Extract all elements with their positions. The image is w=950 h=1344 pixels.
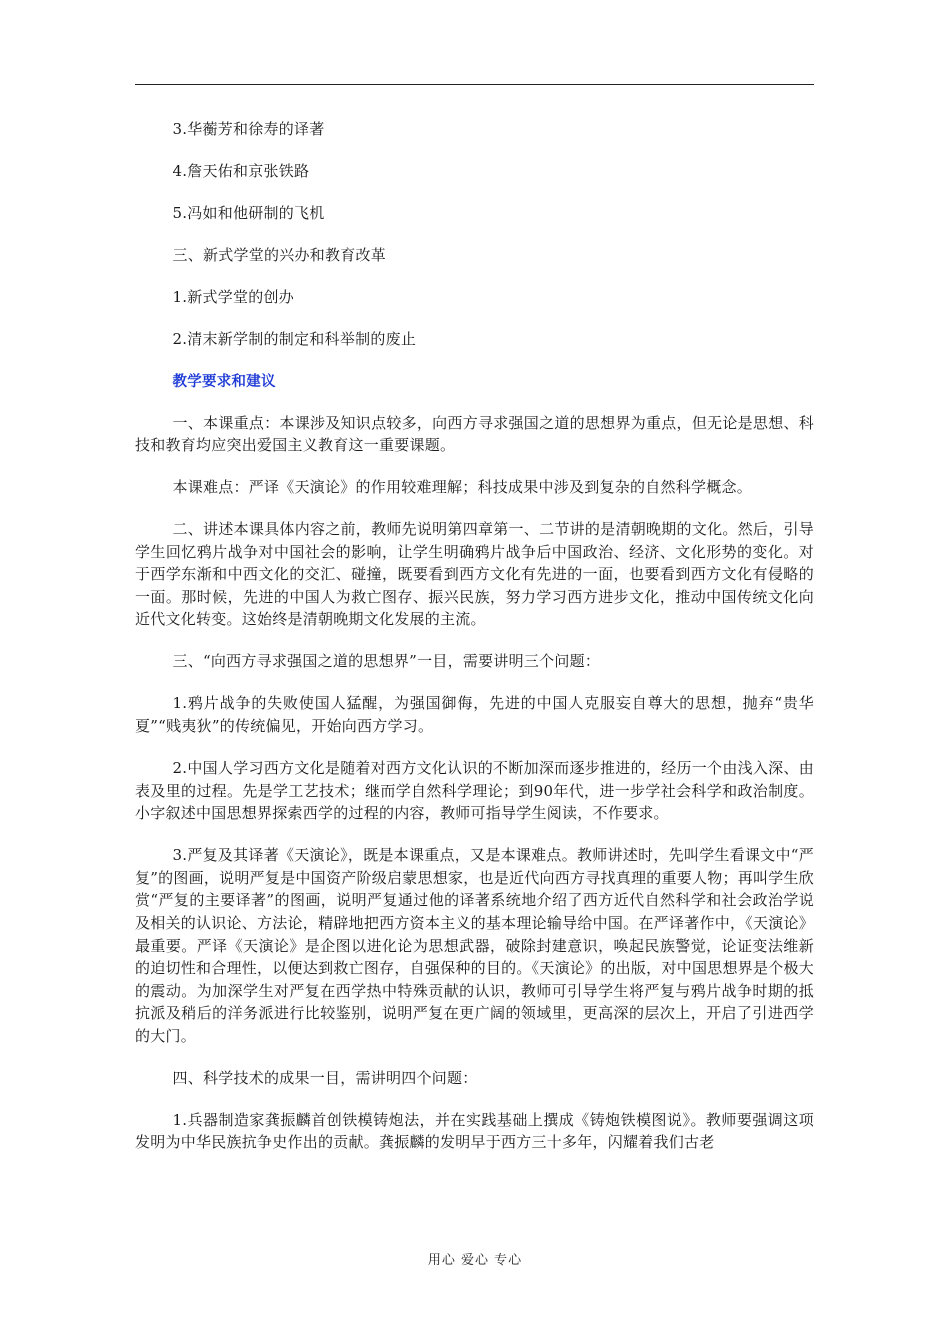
list-item: 1.新式学堂的创办 bbox=[172, 287, 295, 306]
document-body bbox=[135, 118, 814, 1173]
paragraph: 3.严复及其译著《天演论》，既是本课重点，又是本课难点。教师讲述时，先叫学生看课文中“严复”的图画，说明严复是中国资产阶级启蒙思想家，也是近代向西方寻找真理的重要人物；再叫学生欣赏“严复的主要译著”的图画，说明严复通过他的译著系统地介绍了西方近代自然科学和社会政治学说及相关的认识论、方法论，精辟地把西方资本主义的基本理论输导给中国。在严译著作中，《天演论》最重要。严译《天演论》是企图以进化论为思想武器，破除封建意识，唤起民族警觉，论证变法维新的迫切性和合理性，以便达到救亡图存，自强保种的目的。《天演论》的出版，对中国思想界是个极大的震动。为加深学生对严复在西学热中特殊贡献的认识，教师可引导学生将严复与鸦片战争时期的抵抗派及稍后的洋务派进行比较鉴别，说明严复在更广阔的领域里，更高深的层次上，开启了引进西学的大门。 bbox=[135, 846, 814, 1045]
header-rule bbox=[135, 84, 814, 85]
list-item: 5.冯如和他研制的飞机 bbox=[172, 203, 325, 222]
list-item: 2.清末新学制的制定和科举制的废止 bbox=[172, 329, 417, 348]
paragraph: 一、本课重点：本课涉及知识点较多，向西方寻求强国之道的思想界为重点，但无论是思想、科技和教育均应突出爱国主义教育这一重要课题。 bbox=[135, 413, 814, 455]
paragraph: 本课难点：严译《天演论》的作用较难理解；科技成果中涉及到复杂的自然科学概念。 bbox=[172, 478, 753, 497]
paragraph: 2.中国人学习西方文化是随着对西方文化认识的不断加深而逐步推进的，经历一个由浅入深、由表及里的过程。先是学工艺技术；继而学自然科学理论；到90年代，进一步学社会科学和政治制度。小字叙述中国思想界探索西学的过程的内容，教师可指导学生阅读，不作要求。 bbox=[135, 758, 814, 823]
list-item: 3.华蘅芳和徐寿的译著 bbox=[172, 120, 325, 138]
paragraph: 三、“向西方寻求强国之道的思想界”一目，需要讲明三个问题： bbox=[172, 652, 601, 671]
subheading-paragraph bbox=[135, 370, 814, 394]
paragraph: 1.鸦片战争的失败使国人猛醒，为强国御侮，先进的中国人克服妄自尊大的思想，抛弃“贵华夏”“贱夷狄”的传统偏见，开始向西方学习。 bbox=[135, 694, 814, 735]
page-footer: 用心 爱心 专心 bbox=[427, 1253, 523, 1268]
paragraph: 四、科学技术的成果一目，需讲明四个问题： bbox=[172, 1068, 478, 1087]
list-item: 4.詹天佑和京张铁路 bbox=[172, 161, 310, 180]
teaching-requirements-heading: 教学要求和建议 bbox=[172, 373, 276, 390]
paragraph: 1.兵器制造家龚振麟首创铁模铸炮法，并在实践基础上撰成《铸炮铁模图说》。教师要强调这项发明为中华民族抗争史作出的贡献。龚振麟的发明早于西方三十多年，闪耀着我们古老 bbox=[135, 1110, 814, 1152]
paragraph: 二、讲述本课具体内容之前，教师先说明第四章第一、二节讲的是清朝晚期的文化。然后，引导学生回忆鸦片战争对中国社会的影响，让学生明确鸦片战争后中国政治、经济、文化形势的变化。对于西学东渐和中西文化的交汇、碰撞，既要看到西方文化有先进的一面，也要看到西方文化有侵略的一面。那时候，先进的中国人为救亡图存、振兴民族，努力学习西方进步文化，推动中国传统文化向近代文化转变。这始终是清朝晚期文化发展的主流。 bbox=[135, 520, 814, 629]
section-heading: 三、新式学堂的兴办和教育改革 bbox=[172, 245, 387, 264]
